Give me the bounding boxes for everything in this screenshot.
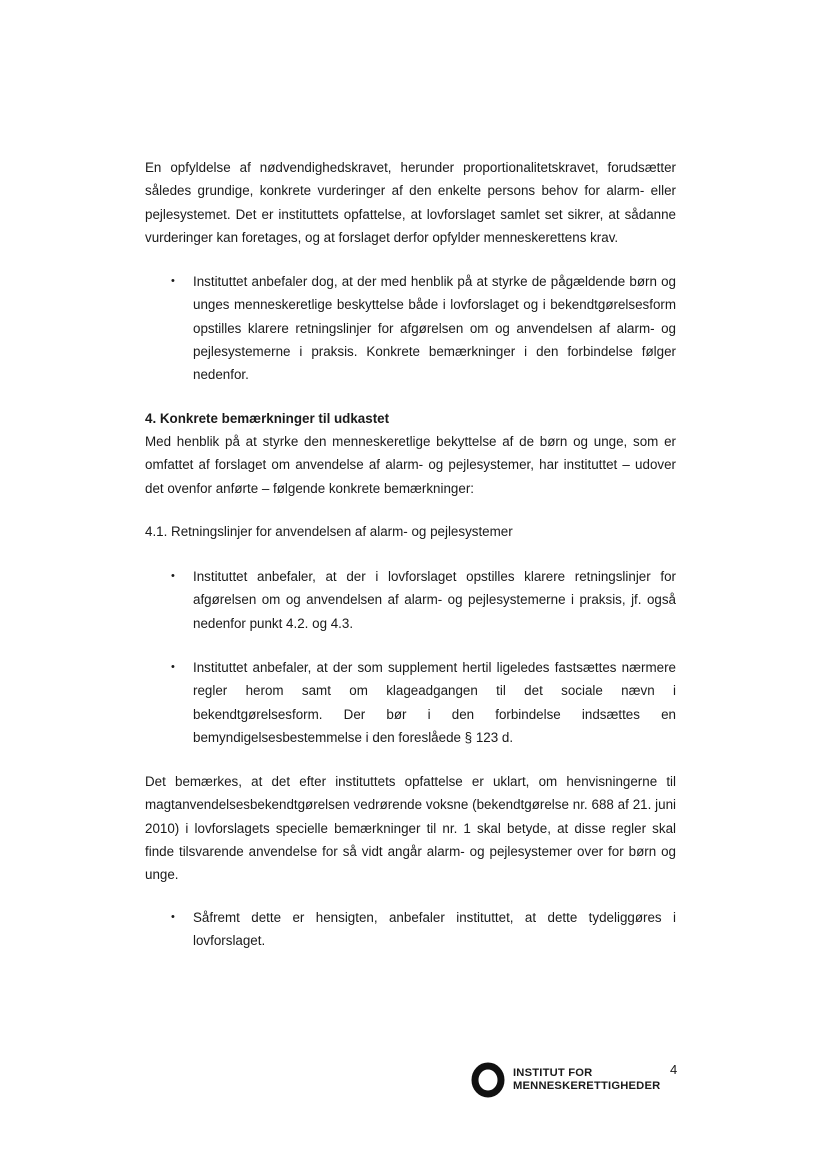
logo-line: MENNESKERETTIGHEDER xyxy=(513,1080,661,1092)
bullet-dot: • xyxy=(171,911,175,923)
bullet-text: Instituttet anbefaler, at der i lovforslaget opstilles klarere retningslinjer for afgørelsen om og anvendelsen af alarm- og pejlesystemerne i praksis, jf. også nedenfor punkt 4.2. og 4.3. xyxy=(193,569,676,631)
logo-text xyxy=(513,1067,660,1093)
bullet-item xyxy=(171,565,676,635)
ring-logo-icon xyxy=(471,1062,505,1098)
section-paragraph: Med henblik på at styrke den menneskeretlige bekyttelse af de børn og unge, som er omfattet af forslaget om anvendelse af alarm- og pejlesystemer, har instituttet – udover det ovenfor anførte – følgende konkrete bemærkninger: xyxy=(145,434,676,496)
bullet-text: Instituttet anbefaler dog, at der med henblik på at styrke de pågældende børn og unges menneskeretlige beskyttelse både i lovforslaget og i bekendtgørelsesform opstilles klarere retningslinjer for afgørelsen om og anvendelsen af alarm- og pejlesystemerne i praksis. Konkrete bemærkninger i den forbindelse følger nedenfor. xyxy=(193,274,676,383)
bullet-text: Instituttet anbefaler, at der som supplement hertil ligeledes fastsættes nærmere regler herom samt om klageadgangen til det sociale nævn i bekendtgørelsesform. Der bør i den forbindelse indsættes en bemyndigelsesbestemmelse i den foreslåede § 123 d. xyxy=(193,660,676,745)
logo-line: INSTITUT FOR xyxy=(513,1067,593,1079)
subsection-heading: 4.1. Retningslinjer for anvendelsen af alarm- og pejlesystemer xyxy=(145,524,513,539)
bullet-text: Såfremt dette er hensigten, anbefaler instituttet, at dette tydeliggøres i lovforslaget. xyxy=(193,910,676,949)
bullet-dot: • xyxy=(171,570,175,582)
intro-paragraph: En opfyldelse af nødvendighedskravet, herunder proportionalitetskravet, forudsætter således grundige, konkrete vurderinger af den enkelte persons behov for alarm- eller pejlesystemet. Det er instituttets opfattelse, at lovforslaget samlet set sikrer, at sådanne vurderinger kan foretages, og at forslaget derfor opfylder menneskerettens krav. xyxy=(145,160,676,245)
remark-paragraph: Det bemærkes, at det efter instituttets opfattelse er uklart, om henvisningerne til magtanvendelsesbekendtgørelsen vedrørende voksne (bekendtgørelse nr. 688 af 21. juni 2010) i lovforslagets specielle bemærkninger til nr. 1 skal betyde, at disse regler skal finde tilsvarende anvendelse for så vidt angår alarm- og pejlesystemer over for børn og unge. xyxy=(145,774,676,883)
bullet-item xyxy=(171,656,676,749)
section-heading: 4. Konkrete bemærkninger til udkastet xyxy=(145,411,390,426)
bullet-item xyxy=(171,906,676,953)
page-number: 4 xyxy=(670,1062,678,1077)
bullet-dot: • xyxy=(171,275,175,287)
institute-logo xyxy=(471,1062,660,1098)
bullet-dot: • xyxy=(171,661,175,673)
bullet-item xyxy=(171,270,676,386)
